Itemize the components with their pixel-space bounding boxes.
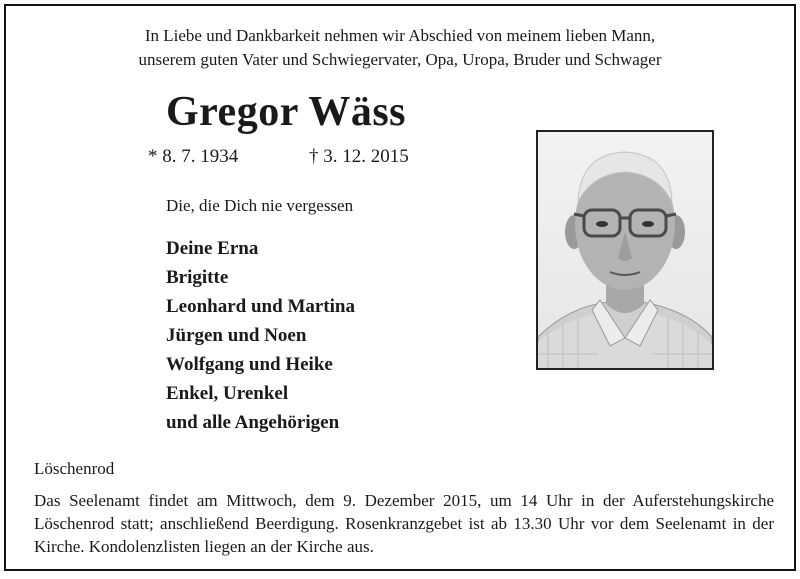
mourners-list xyxy=(166,234,355,437)
funeral-notice: Das Seelenamt findet am Mittwoch, dem 9. Dezember 2015, um 14 Uhr in der Auferstehungskirche Löschenrod statt; anschließend Beerdigung. Rosenkranzgebet ist ab 13.30 Uhr vor dem Seelenamt in der Kirche. Kondolenzlisten liegen an der Kirche aus. xyxy=(34,491,774,556)
intro-line-1: In Liebe und Dankbarkeit nehmen wir Abschied von meinem lieben Mann, xyxy=(144,26,656,45)
portrait-illustration xyxy=(538,132,712,368)
intro-line-2: unserem guten Vater und Schwiegervater, Opa, Uropa, Bruder und Schwager xyxy=(138,50,662,69)
deceased-name: Gregor Wäss xyxy=(166,89,407,135)
mourner-item: Brigitte xyxy=(166,267,229,288)
mourner-item: Jürgen und Noen xyxy=(166,325,307,346)
mourner-item: Wolfgang und Heike xyxy=(166,354,333,375)
place-name: Löschenrod xyxy=(34,459,115,478)
mourner-item: Deine Erna xyxy=(166,238,259,259)
mourner-item: Enkel, Urenkel xyxy=(166,383,289,404)
birth-date: * 8. 7. 1934 xyxy=(148,146,239,167)
obituary-notice xyxy=(4,4,796,571)
mourner-item: und alle Angehörigen xyxy=(166,412,340,433)
portrait-photo xyxy=(536,130,714,370)
mourner-item: Leonhard und Martina xyxy=(166,296,355,317)
remember-line: Die, die Dich nie vergessen xyxy=(166,196,354,215)
death-date: † 3. 12. 2015 xyxy=(309,146,409,167)
intro-text xyxy=(6,24,794,72)
